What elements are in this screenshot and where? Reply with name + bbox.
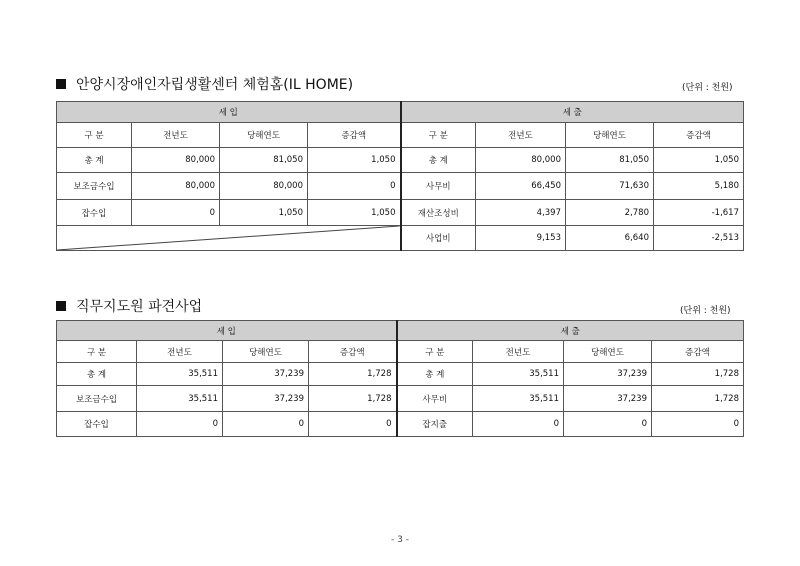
expense-header: 세 출 [401,102,744,123]
unit-label: (단위 : 천원) [682,83,733,93]
cell-value: 0 [132,200,220,226]
col-change: 증감액 [309,341,397,363]
table-row [57,148,744,173]
cell-value: 80,000 [132,173,220,200]
row-label: 사무비 [397,386,473,412]
cell-value: 0 [137,412,223,437]
col-change: 증감액 [308,123,401,148]
section-title-ilhome [56,74,353,94]
table-row [57,173,744,200]
page-number: - 3 - [391,535,409,545]
cell-value: 2,780 [566,200,654,226]
cell-value: 80,000 [476,148,566,173]
expense-header: 세 출 [397,321,744,341]
cell-value: 1,728 [309,386,397,412]
col-change: 증감액 [652,341,744,363]
col-category: 구 분 [57,341,137,363]
cell-value: 0 [564,412,652,437]
empty-diagonal-cell [57,226,401,251]
row-label: 총 계 [401,148,476,173]
row-label: 잡지출 [397,412,473,437]
cell-value: 81,050 [566,148,654,173]
cell-value: 1,728 [309,363,397,386]
cell-value: 1,050 [308,148,401,173]
table-row [57,200,744,226]
header-band-row [57,321,744,341]
row-label: 총 계 [397,363,473,386]
cell-value: -1,617 [654,200,744,226]
black-square-icon [56,79,66,89]
col-change: 증감액 [654,123,744,148]
row-label: 사업비 [401,226,476,251]
black-square-icon [56,301,66,311]
cell-value: 66,450 [476,173,566,200]
row-label: 사무비 [401,173,476,200]
cell-value: 9,153 [476,226,566,251]
cell-value: 37,239 [564,363,652,386]
budget-table-ilhome [56,101,744,251]
col-prev-year: 전년도 [132,123,220,148]
cell-value: 6,640 [566,226,654,251]
cell-value: 0 [309,412,397,437]
row-label: 총 계 [57,148,132,173]
col-prev-year: 전년도 [473,341,564,363]
col-prev-year: 전년도 [476,123,566,148]
row-label: 잡수입 [57,412,137,437]
cell-value: 5,180 [654,173,744,200]
col-curr-year: 당해연도 [564,341,652,363]
cell-value: 35,511 [137,386,223,412]
col-curr-year: 당해연도 [220,123,308,148]
cell-value: 0 [652,412,744,437]
column-header-row [57,341,744,363]
cell-value: 35,511 [137,363,223,386]
cell-value: 37,239 [564,386,652,412]
col-category: 구 분 [397,341,473,363]
section-title-text: 직무지도원 파견사업 [76,299,203,315]
cell-value: 71,630 [566,173,654,200]
row-label: 재산조성비 [401,200,476,226]
cell-value: 37,239 [223,363,309,386]
cell-value: 1,728 [652,386,744,412]
cell-value: -2,513 [654,226,744,251]
cell-value: 0 [223,412,309,437]
cell-value: 4,397 [476,200,566,226]
cell-value: 0 [473,412,564,437]
cell-value: 80,000 [220,173,308,200]
diagonal-line [57,226,400,250]
cell-value: 35,511 [473,386,564,412]
cell-value: 37,239 [223,386,309,412]
header-band-row [57,102,744,123]
cell-value: 81,050 [220,148,308,173]
row-label: 보조금수입 [57,386,137,412]
budget-table-job-coach [56,320,744,437]
col-category: 구 분 [57,123,132,148]
cell-value: 80,000 [132,148,220,173]
cell-value: 1,050 [220,200,308,226]
income-header: 세 입 [57,321,397,341]
col-category: 구 분 [401,123,476,148]
table-row [57,363,744,386]
cell-value: 35,511 [473,363,564,386]
row-label: 보조금수입 [57,173,132,200]
table-row [57,412,744,437]
column-header-row [57,123,744,148]
row-label: 총 계 [57,363,137,386]
table-row [57,226,744,251]
cell-value: 1,050 [654,148,744,173]
table-row [57,386,744,412]
section-title-job-coach [56,296,202,316]
income-header: 세 입 [57,102,401,123]
cell-value: 1,050 [308,200,401,226]
section-title-text: 안양시장애인자립생활센터 체험홈(IL HOME) [76,77,354,93]
col-curr-year: 당해연도 [223,341,309,363]
cell-value: 1,728 [652,363,744,386]
col-curr-year: 당해연도 [566,123,654,148]
unit-label: (단위 : 천원) [680,306,731,316]
cell-value: 0 [308,173,401,200]
col-prev-year: 전년도 [137,341,223,363]
row-label: 잡수입 [57,200,132,226]
